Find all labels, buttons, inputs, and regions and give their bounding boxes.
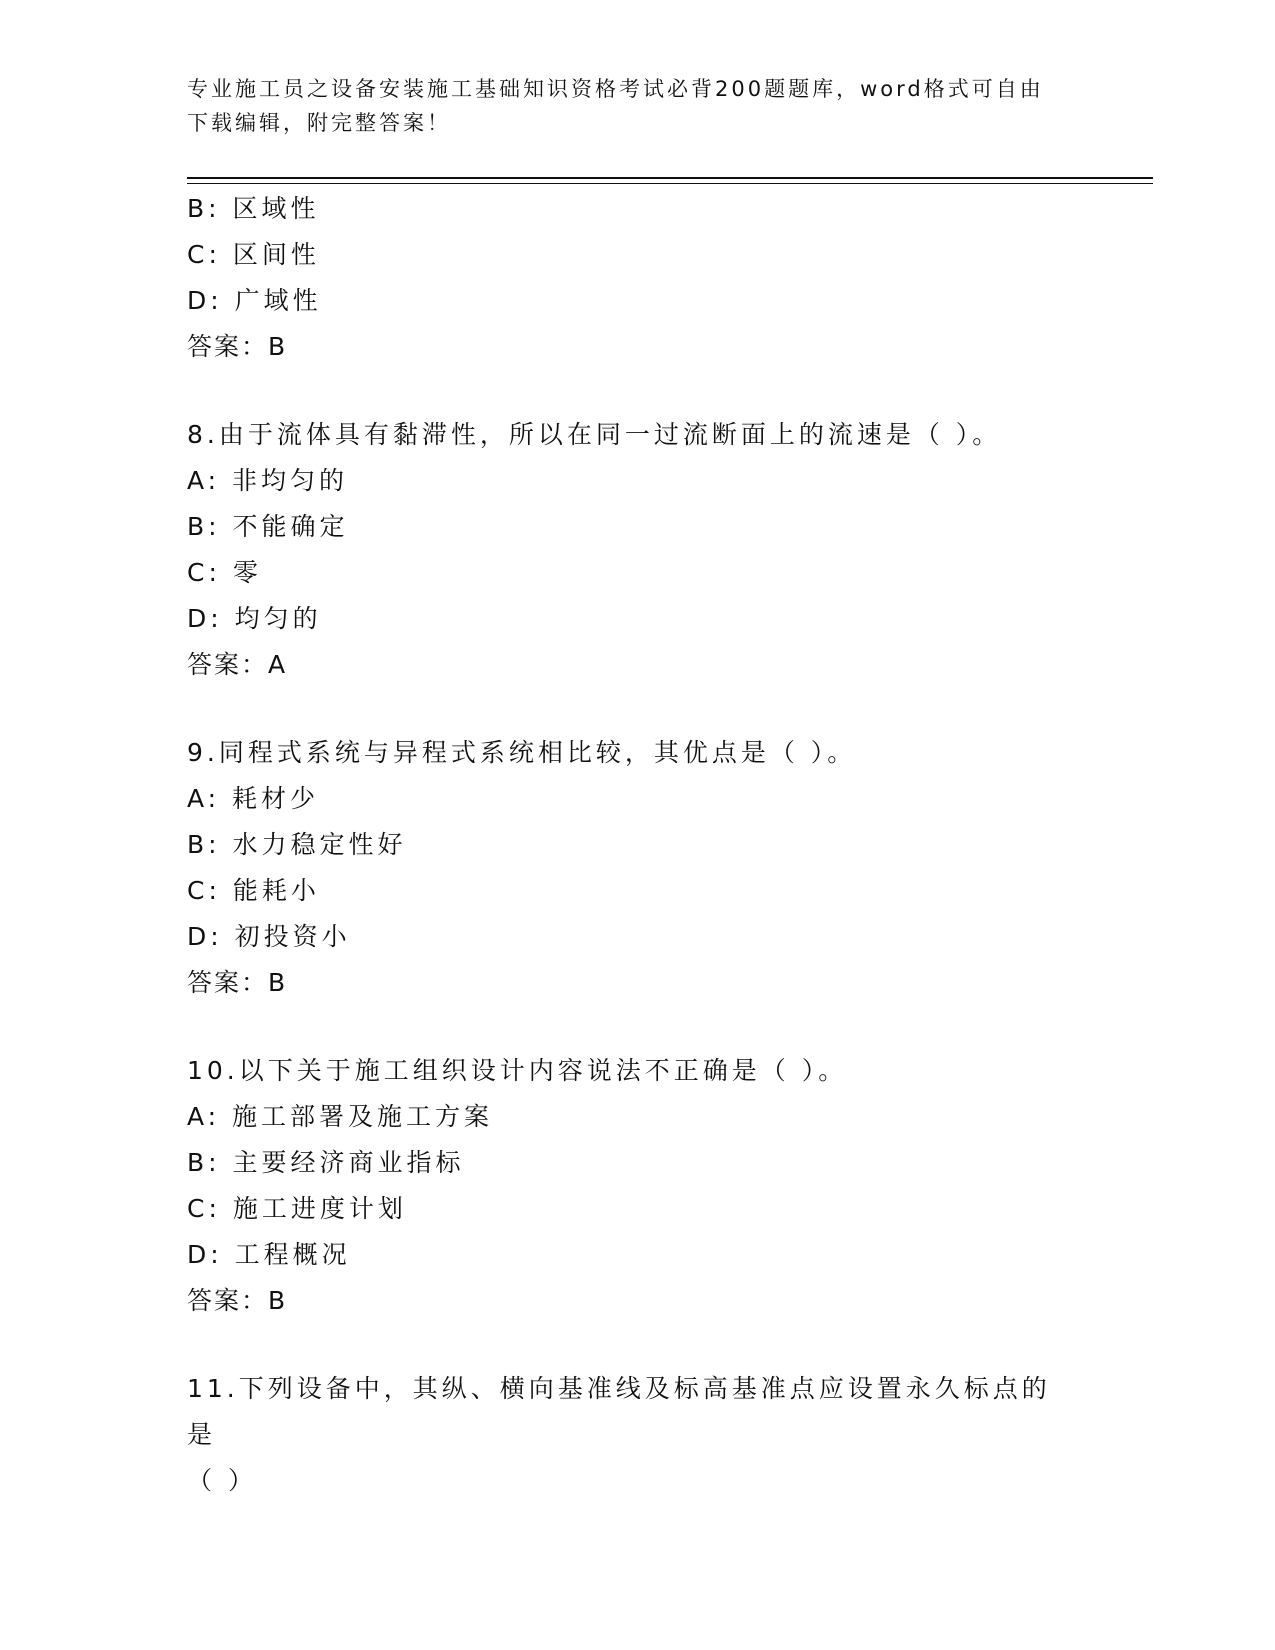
question-text: 10.以下关于施工组织设计内容说法不正确是（ ）。 <box>187 1056 848 1085</box>
question-text <box>187 1366 1057 1504</box>
question-block-7 <box>187 186 1153 370</box>
question-text: 9.同程式系统与异程式系统相比较，其优点是（ ）。 <box>187 738 857 767</box>
option-b: B: 区域性 <box>187 194 320 223</box>
question-block-9 <box>187 730 1153 1006</box>
option-a: A: 施工部署及施工方案 <box>187 1102 494 1131</box>
option-d: D: 工程概况 <box>187 1240 351 1269</box>
answer-line: 答案：A <box>187 650 288 679</box>
answer-line: 答案：B <box>187 968 288 997</box>
option-d: D: 初投资小 <box>187 922 351 951</box>
question-block-10 <box>187 1048 1153 1324</box>
option-a: A: 非均匀的 <box>187 466 349 495</box>
question-block-8 <box>187 412 1153 688</box>
option-d: D: 均匀的 <box>187 604 322 633</box>
option-b: B: 主要经济商业指标 <box>187 1148 465 1177</box>
option-b: B: 水力稳定性好 <box>187 830 407 859</box>
answer-line: 答案：B <box>187 1286 288 1315</box>
answer-line: 答案：B <box>187 332 288 361</box>
header-title-line-2: 下载编辑，附完整答案！ <box>187 111 451 135</box>
option-a: A: 耗材少 <box>187 784 320 813</box>
question-block-11 <box>187 1366 1153 1504</box>
option-c: C: 区间性 <box>187 240 320 269</box>
option-c: C: 能耗小 <box>187 876 320 905</box>
question-list <box>187 186 1153 1504</box>
option-d: D: 广域性 <box>187 286 322 315</box>
header-divider-thin <box>187 183 1153 184</box>
header-divider-thick <box>187 177 1153 179</box>
header-title-line-1: 专业施工员之设备安装施工基础知识资格考试必背200题题库，word格式可自由 <box>187 77 1044 101</box>
document-header <box>187 72 1087 140</box>
option-c: C: 施工进度计划 <box>187 1194 407 1223</box>
question-text-line-1: 11.下列设备中，其纵、横向基准线及标高基准点应设置永久标点的是 <box>187 1374 1051 1449</box>
option-c: C: 零 <box>187 558 262 587</box>
option-b: B: 不能确定 <box>187 512 349 541</box>
question-text: 8.由于流体具有黏滞性，所以在同一过流断面上的流速是（ ）。 <box>187 420 1002 449</box>
question-text-line-2: （ ） <box>187 1466 257 1495</box>
